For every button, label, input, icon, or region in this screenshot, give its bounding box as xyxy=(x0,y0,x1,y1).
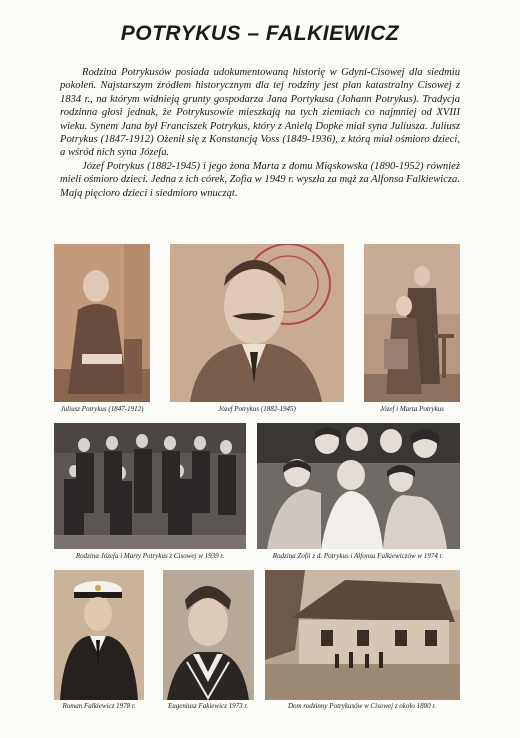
caption-eugeniusz: Eugeniusz Fakiewicz 1973 r. xyxy=(167,702,249,710)
caption-juliusz: Juliusz Potrykus (1847-1912) xyxy=(60,405,144,413)
caption-jozef-marta: Józef i Marta Potrykus xyxy=(380,405,444,413)
photo-family-1974 xyxy=(257,423,460,549)
photo-jozef-i-marta xyxy=(364,244,460,402)
photo-jozef-potrykus xyxy=(170,244,344,402)
photo-juliusz-potrykus xyxy=(54,244,150,402)
photo-family-1939 xyxy=(54,423,246,549)
caption-family-1939: Rodzina Józefa i Marty Potrykus z Cisowej w 1939 r. xyxy=(75,552,225,560)
caption-house: Dom rodzinny Potrykusów w Cisowej z około 1880 r. xyxy=(287,702,437,710)
caption-jozef: Józef Potrykus (1882-1945) xyxy=(218,405,296,413)
photo-eugeniusz-fakiewicz xyxy=(163,570,254,700)
photo-family-house xyxy=(265,570,460,700)
caption-family-1974: Rodzina Zofii z d. Potrykus i Alfonsa Falkiewiczów w 1974 r. xyxy=(272,552,444,560)
paragraph-1: Rodzina Potrykusów posiada udokumentowaną historię w Gdyni-Cisowej dla siedmiu pokoleń. Najstarszym źródłem historycznym dla tej rodziny jest plan katastralny Cisowej z 1834 r., na którym widnieją grunty gospodarza Jana Portykusa (Johann Potrykus). Tradycja rodzinna głosi jednak, że Potrykusowie mieszkają na tych ziemiach co najmniej od XVIII wieku. Synem Jana był Franciszek Potrykus, który z Anielą Dopke miał syna Juliusza. Juliusz Potrykus (1847-1912) Ożenił się z Konstancją Voss (1849-1936), z którą miał ośmioro dzieci, a wśród nich syna Józefa. xyxy=(60,67,460,159)
page-title: POTRYKUS – FALKIEWICZ xyxy=(120,22,400,45)
photo-roman-falkiewicz xyxy=(54,570,144,700)
caption-roman: Roman Falkiewicz 1978 r. xyxy=(62,702,136,710)
paragraph-2: Józef Potrykus (1882-1945) i jego żona Marta z domu Miąskowska (1890-1952) również mieli ośmioro dzieci. Jedna z ich córek, Zofia w 1949 r. wyszła za mąż za Alfonsa Falkiewicza. Mają pięcioro dzieci i siedmioro wnucząt. xyxy=(60,160,460,199)
article-text xyxy=(60,66,460,200)
